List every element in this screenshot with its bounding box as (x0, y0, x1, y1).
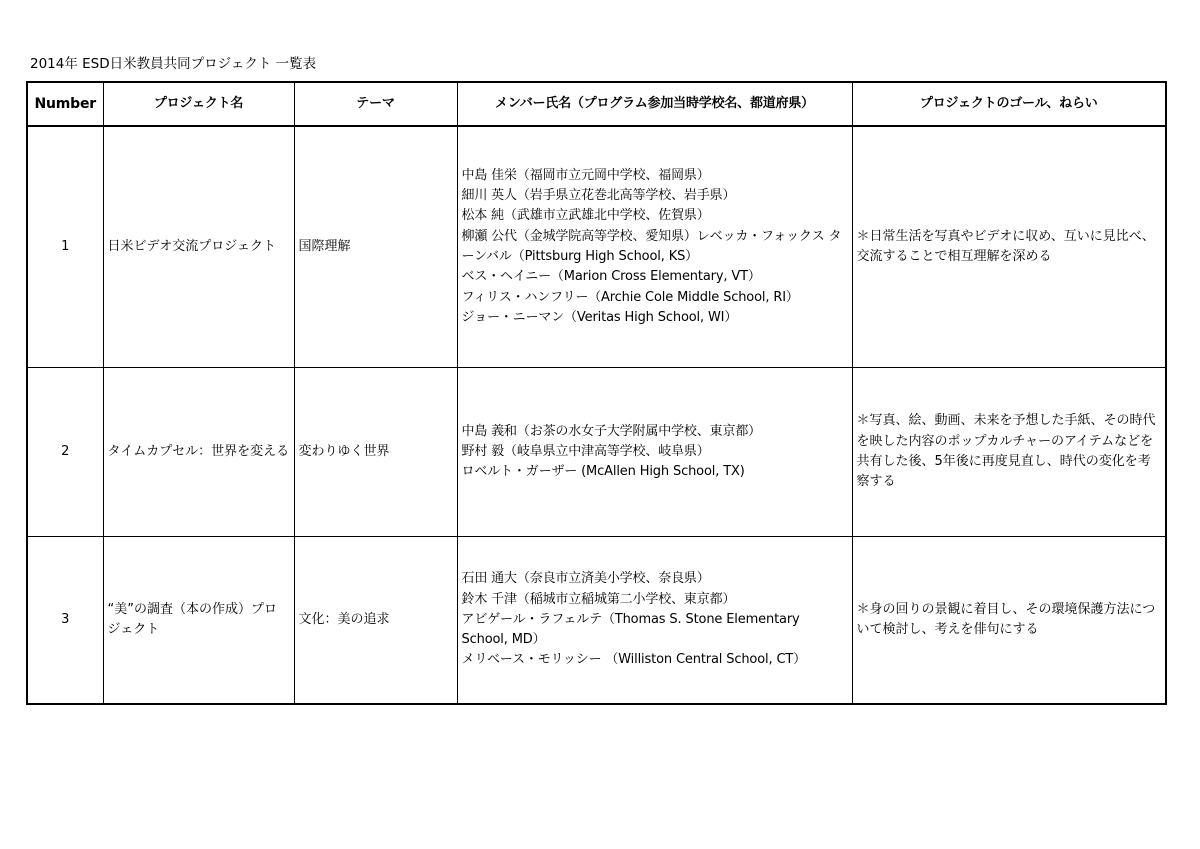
goal-cell: ＊身の回りの景観に着目し、その環境保護方法について検討し、考えを俳句にする (852, 537, 1166, 705)
member-line: 鈴木 千津（稲城市立稲城第二小学校、東京都） (461, 591, 736, 607)
theme-cell: 文化：美の追求 (294, 537, 457, 705)
goal-cell: ＊写真、絵、動画、未来を予想した手紙、その時代を映した内容のポップカルチャーのアイテムなどを共有した後、5年後に再度見直し、時代の変化を考察する (852, 368, 1166, 537)
project-name-cell: “美”の調査（本の作成）プロジェクト (103, 537, 294, 705)
member-line: 松本 純（武雄市立武雄北中学校、佐賀県） (461, 208, 710, 224)
theme-cell: 国際理解 (294, 126, 457, 368)
member-line: ジョー・ニーマン（Veritas High School, WI） (461, 309, 738, 325)
member-line: 中島 佳栄（福岡市立元岡中学校、福岡県） (461, 167, 710, 183)
table-header-row (27, 82, 1166, 126)
member-line: 石田 通大（奈良市立済美小学校、奈良県） (461, 571, 710, 587)
header-goal: プロジェクトのゴール、ねらい (852, 82, 1166, 126)
member-line: フィリス・ハンフリー（Archie Cole Middle School, RI） (461, 289, 799, 305)
member-line: 中島 義和（お茶の水女子大学附属中学校、東京都） (461, 423, 762, 439)
member-line: 柳瀬 公代（金城学院高等学校、愛知県）レベッカ・フォックス ターンバル（Pittsburg High School, KS） (461, 228, 842, 264)
document-title: 2014年 ESD日米教員共同プロジェクト 一覧表 (30, 56, 317, 72)
table-row (27, 368, 1166, 537)
row-number: 2 (27, 368, 103, 537)
member-line: アビゲール・ラフェルテ（Thomas S. Stone Elementary School, MD） (461, 611, 800, 648)
row-number: 3 (27, 537, 103, 705)
member-line: ベス・ヘイニー（Marion Cross Elementary, VT） (461, 269, 761, 285)
header-number: Number (27, 82, 103, 126)
row-number: 1 (27, 126, 103, 368)
project-table (26, 81, 1167, 705)
header-members: メンバー氏名（プログラム参加当時学校名、都道府県） (457, 82, 852, 126)
goal-cell: ＊日常生活を写真やビデオに収め、互いに見比べ、交流することで相互理解を深める (852, 126, 1166, 368)
members-cell (457, 537, 852, 705)
project-name-cell: タイムカプセル：世界を変える (103, 368, 294, 537)
member-line: ロベルト・ガーザー (McAllen High School, TX) (461, 464, 745, 480)
project-name-cell: 日米ビデオ交流プロジェクト (103, 126, 294, 368)
table-row (27, 126, 1166, 368)
members-cell (457, 368, 852, 537)
member-line: 細川 英人（岩手県立花巻北高等学校、岩手県） (461, 188, 736, 204)
member-line: 野村 毅（岐阜県立中津高等学校、岐阜県） (461, 443, 710, 459)
member-line: メリベース・モリッシー （Williston Central School, CT） (461, 652, 807, 668)
header-project-name: プロジェクト名 (103, 82, 294, 126)
members-cell (457, 126, 852, 368)
header-theme: テーマ (294, 82, 457, 126)
theme-cell: 変わりゆく世界 (294, 368, 457, 537)
table-row (27, 537, 1166, 705)
